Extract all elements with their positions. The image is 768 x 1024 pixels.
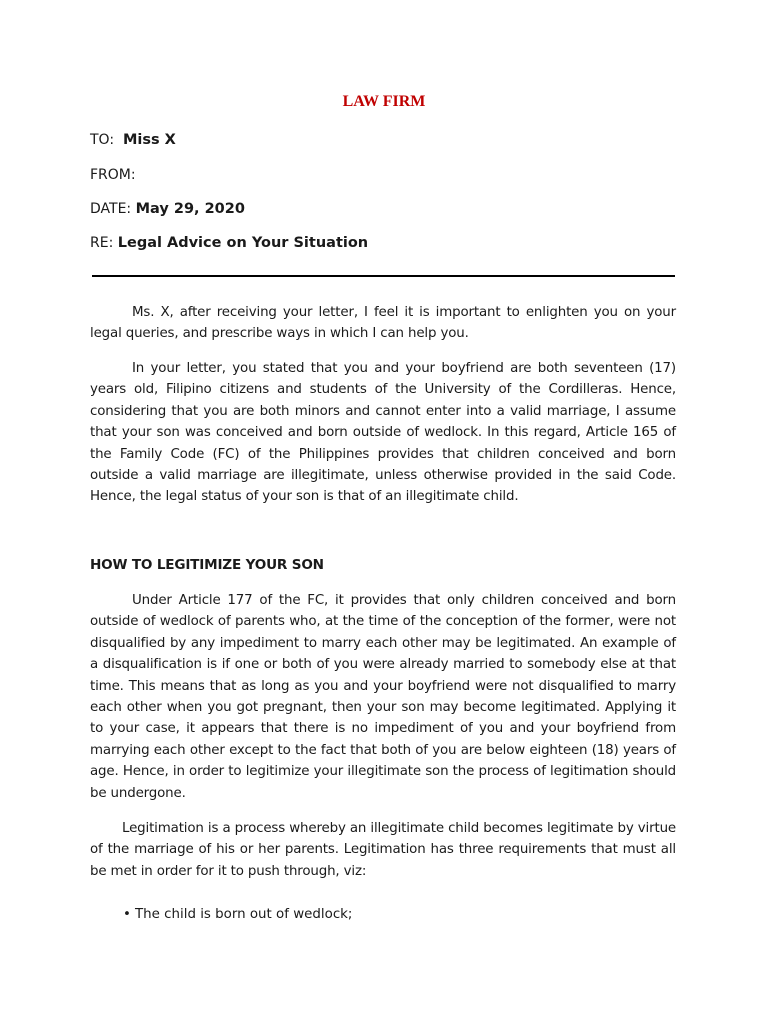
paragraph-legal-status: In your letter, you stated that you and your boyfriend are both seventeen (17) years old, Filipino citizens and students of the University of the Cordilleras. Hence, considering that you are both minors and cannot enter into a valid marriage, I assume that your son was conceived and born outside of wedlock. In this regard, Article 165 of the Family Code (FC) of the Philippines provides that children conceived and born outside a valid marriage are illegitimate, unless otherwise provided in the said Code. Hence, the legal status of your son is that of an illegitimate child. — [90, 361, 676, 505]
to-line — [90, 130, 176, 150]
to-label: TO: — [90, 132, 115, 148]
date-line — [90, 199, 245, 219]
paragraph-legitimation: Legitimation is a process whereby an illegitimate child becomes legitimate by virtue of the marriage of his or her parents. Legitimation has three requirements that must all be met in order for it to push through, viz: — [90, 821, 676, 879]
to-value: Miss X — [122, 132, 176, 148]
requirements-list — [90, 904, 352, 925]
firm-title: LAW FIRM — [342, 93, 426, 110]
re-label: RE: — [90, 235, 114, 251]
from-label: FROM: — [90, 167, 136, 183]
paragraph-intro: Ms. X, after receiving your letter, I feel it is important to enlighten you on your legal queries, and prescribe ways in which I can help you. — [90, 305, 676, 342]
date-value: May 29, 2020 — [135, 201, 245, 217]
section-heading-legitimize: HOW TO LEGITIMIZE YOUR SON — [90, 557, 324, 573]
bullet-marker: • — [123, 907, 131, 922]
date-label: DATE: — [90, 201, 132, 217]
header-divider — [92, 275, 675, 277]
re-value: Legal Advice on Your Situation — [117, 235, 369, 251]
list-item — [90, 904, 352, 925]
re-line — [90, 233, 368, 253]
from-line — [90, 165, 136, 185]
paragraph-article-177: Under Article 177 of the FC, it provides that only children conceived and born outside of wedlock of parents who, at the time of the conception of the former, were not disqualified by any impediment to marry each other may be legitimated. An example of a disqualification is if one or both of you were already married to somebody else at that time. This means that as long as you and your boyfriend were not disqualified to marry each other when you got pregnant, then your son may become legitimated. Applying it to your case, it appears that there is no impediment of you and your boyfriend from marrying each other except to the fact that both of you are below eighteen (18) years of age. Hence, in order to legitimize your illegitimate son the process of legitimation should be undergone. — [90, 593, 676, 801]
list-item-text: The child is born out of wedlock; — [135, 907, 353, 922]
